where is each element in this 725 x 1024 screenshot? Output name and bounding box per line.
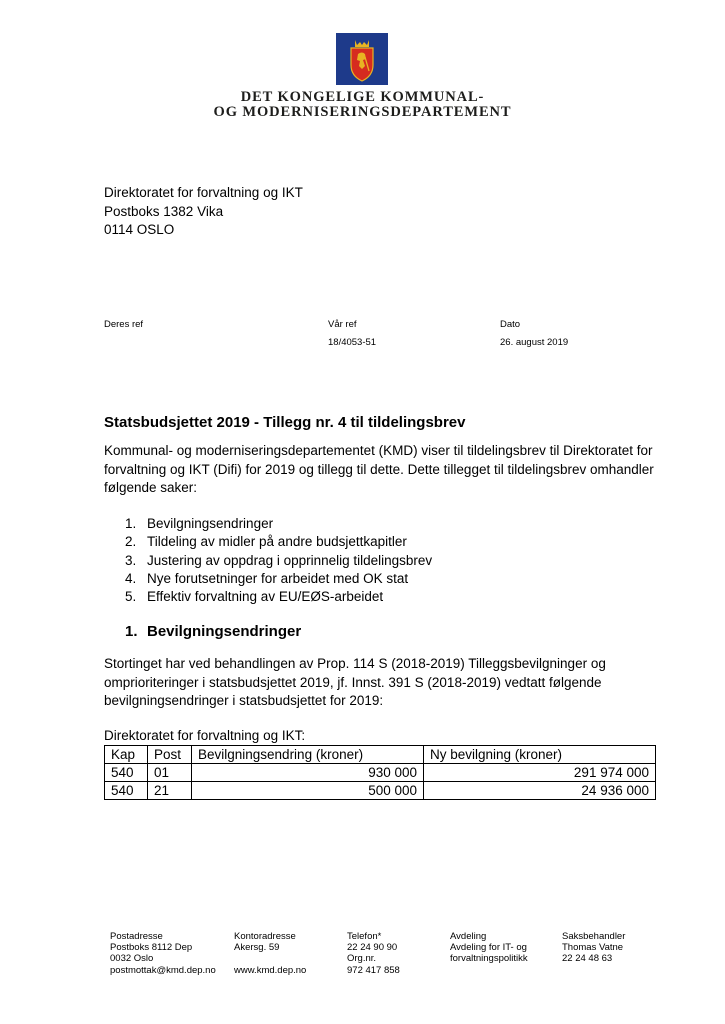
list-item (104, 515, 432, 533)
table-row (105, 782, 656, 800)
footer-line: Org.nr. (347, 953, 377, 965)
column-header-post: Post (148, 746, 192, 764)
column-header-ny-bevilgning: Ny bevilgning (kroner) (424, 746, 656, 764)
list-item (104, 533, 432, 551)
footer-line: 0032 Oslo (110, 953, 154, 965)
list-item-text: Tildeling av midler på andre budsjettkapitler (147, 534, 407, 550)
var-ref-label: Vår ref (328, 319, 357, 330)
footer-line: forvaltningspolitikk (450, 953, 528, 965)
table-cell: 291 974 000 (424, 764, 656, 782)
table-caption: Direktoratet for forvaltning og IKT: (104, 728, 306, 743)
section-number: 1. (125, 623, 138, 640)
intro-paragraph: Kommunal- og moderniseringsdepartementet (KMD) viser til tildelingsbrev til Direktoratet for forvaltning og IKT (Difi) for 2019 og tillegg til dette. Dette tillegget til tildelingsbrev omhandler følgende saker: (104, 443, 654, 495)
footer-label: Telefon* (347, 931, 382, 942)
var-ref-value: 18/4053-51 (328, 337, 377, 348)
list-item (104, 570, 432, 588)
footer-line: 22 24 48 63 (562, 953, 613, 965)
list-item-number: 4. (125, 570, 137, 586)
section-paragraph: Stortinget har ved behandlingen av Prop. 114 S (2018-2019) Tilleggsbevilgninger og omprioriteringer i statsbudsjettet 2019, jf. Innst. 391 S (2018-2019) vedtatt følgende bevilgningsendringer i statsbudsjettet for 2019: (104, 656, 606, 708)
department-name-line-2: OG MODERNISERINGSDEPARTEMENT (213, 104, 512, 120)
section-title: Bevilgningsendringer (147, 623, 302, 640)
list-item-text: Bevilgningsendringer (147, 516, 274, 531)
table-cell: 24 936 000 (424, 782, 656, 800)
coat-of-arms-logo (336, 33, 388, 85)
footer-line: 972 417 858 (347, 964, 400, 976)
table-header-row (105, 746, 656, 764)
footer-postadresse (110, 931, 216, 976)
table-row (105, 764, 656, 782)
recipient-name: Direktoratet for forvaltning og IKT (104, 185, 303, 200)
table-cell: 930 000 (192, 764, 424, 782)
table-cell: 540 (105, 764, 148, 782)
recipient-postbox: Postboks 1382 Vika (104, 203, 224, 219)
table-cell: 21 (148, 782, 192, 800)
budget-table (104, 745, 656, 800)
footer-email-link[interactable]: postmottak@kmd.dep.no (110, 964, 216, 976)
deres-ref-label: Deres ref (104, 319, 144, 330)
footer-telefon (347, 931, 400, 976)
dato-value: 26. august 2019 (500, 337, 569, 348)
list-item-number: 2. (125, 534, 137, 550)
letter-title: Statsbudsjettet 2019 - Tillegg nr. 4 til tildelingsbrev (104, 414, 466, 431)
footer-kontoradresse (234, 931, 306, 976)
list-item-number: 3. (125, 552, 137, 568)
footer-line (234, 953, 306, 964)
footer-saksbehandler (562, 931, 625, 965)
footer-website-link[interactable]: www.kmd.dep.no (234, 964, 307, 976)
footer-avdeling (450, 931, 528, 965)
department-name-line-1: DET KONGELIGE KOMMUNAL- (240, 89, 485, 105)
table-cell: 01 (148, 764, 192, 782)
list-item (104, 588, 432, 606)
column-header-kap: Kap (105, 746, 148, 764)
footer-line: Akersg. 59 (234, 942, 280, 954)
table-cell: 500 000 (192, 782, 424, 800)
footer-line: Avdeling for IT- og (450, 942, 527, 954)
table-cell: 540 (105, 782, 148, 800)
dato-label: Dato (500, 319, 521, 330)
recipient-postcode: 0114 OSLO (104, 222, 175, 237)
list-item-number: 1. (125, 516, 137, 531)
list-item (104, 552, 432, 570)
footer-label: Kontoradresse (234, 931, 296, 942)
footer-label: Avdeling (450, 931, 487, 942)
recipient-address (104, 184, 303, 240)
topics-list (104, 515, 432, 606)
column-header-bevilgningsendring: Bevilgningsendring (kroner) (192, 746, 424, 764)
footer-label: Saksbehandler (562, 931, 626, 942)
footer-line: Postboks 8112 Dep (110, 942, 193, 954)
list-item-text: Effektiv forvaltning av EU/EØS-arbeidet (147, 589, 384, 605)
list-item-text: Justering av oppdrag i opprinnelig tildelingsbrev (147, 552, 433, 568)
list-item-text: Nye forutsetninger for arbeidet med OK stat (147, 570, 409, 586)
footer-line: 22 24 90 90 (347, 942, 398, 954)
footer-line: Thomas Vatne (562, 942, 624, 954)
footer-label: Postadresse (110, 931, 163, 942)
list-item-number: 5. (125, 589, 137, 605)
